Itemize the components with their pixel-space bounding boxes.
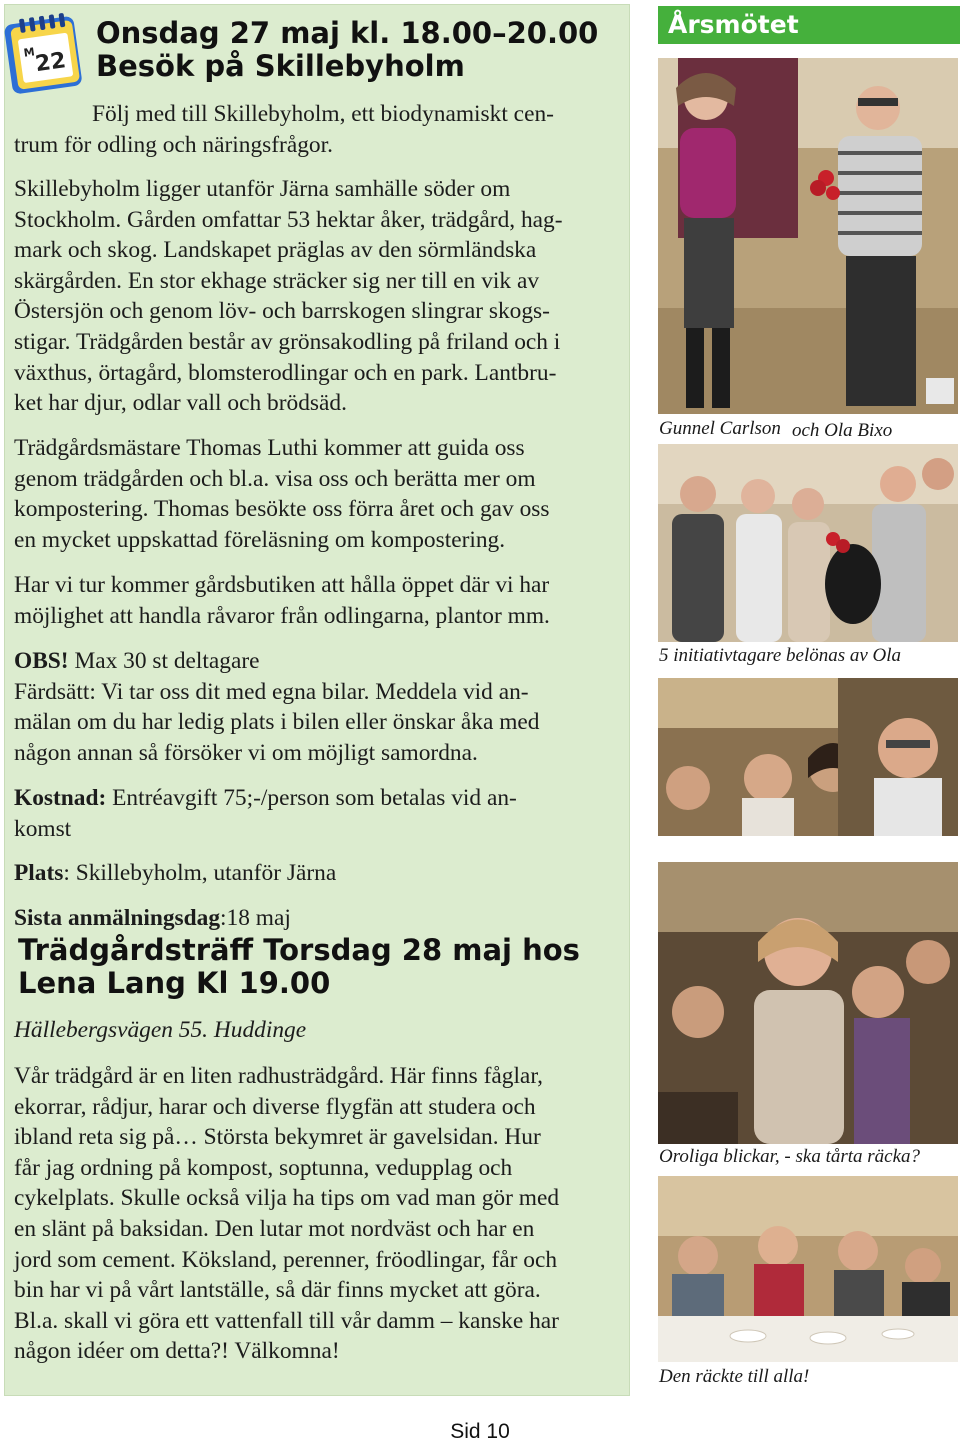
text-line: mark och skog. Landskapet präglas av den sörmländska bbox=[14, 237, 537, 264]
event1-title-line2: Besök på Skillebyholm bbox=[96, 49, 465, 83]
event1-paragraph-1 bbox=[14, 174, 614, 419]
event2-title-line2: Lena Lang Kl 19.00 bbox=[18, 966, 331, 1000]
text-line: Skillebyholm ligger utanför Järna samhälle söder om bbox=[14, 176, 511, 202]
obs-label: OBS! bbox=[14, 648, 69, 674]
page-number: Sid 10 bbox=[450, 1420, 510, 1443]
text-line: möjlighet att handla råvaror från odlingarna, plantor mm. bbox=[14, 602, 550, 629]
text-line: någon idéer om detta?! Välkomna! bbox=[14, 1338, 340, 1365]
text-line: växthus, örtagård, blomsterodlingar och en park. Lantbru- bbox=[14, 359, 557, 386]
intro-line: trum för odling och näringsfrågor. bbox=[14, 131, 333, 158]
text-line: Har vi tur kommer gårdsbutiken att hålla öppet där vi har bbox=[14, 572, 550, 598]
photo-speakers bbox=[658, 58, 958, 414]
photo-worried-glances bbox=[658, 862, 958, 1144]
text-line: Trädgårdsmästare Thomas Luthi kommer att guida oss bbox=[14, 435, 525, 461]
caption-speakers-1: Gunnel Carlson bbox=[659, 418, 781, 439]
photo-audience bbox=[658, 678, 958, 836]
deadline-text: :18 maj bbox=[220, 905, 291, 931]
text-line: stigar. Trädgården består av grönsakodling på friland och i bbox=[14, 328, 561, 355]
event1-paragraph-2 bbox=[14, 433, 614, 555]
text-line: Vår trädgård är en liten radhusträdgård. Här finns fåglar, bbox=[14, 1063, 544, 1089]
text-line: kompostering. Thomas besökte oss förra året och gav oss bbox=[14, 496, 550, 523]
text-line: cykelplats. Skulle också vilja ha tips om vad man gör med bbox=[14, 1185, 560, 1212]
caption-speakers-2: och Ola Bixo bbox=[792, 420, 893, 441]
intro-line: Följ med till Skillebyholm, ett biodynamiskt cen- bbox=[92, 101, 554, 127]
place-label: Plats bbox=[14, 860, 64, 886]
text-line: skärgården. En stor ekhage sträcker sig ner till en vik av bbox=[14, 267, 540, 294]
event1-deadline bbox=[14, 903, 614, 934]
event1-intro bbox=[14, 99, 614, 160]
text-line: ket har djur, odlar vall och brödsäd. bbox=[14, 390, 347, 417]
cost-text: Entréavgift 75;-/person som betalas vid an- bbox=[106, 785, 517, 811]
cost-line bbox=[14, 783, 614, 814]
event1-paragraph-3 bbox=[14, 570, 614, 631]
event2-paragraph bbox=[14, 1061, 614, 1367]
event1-obs bbox=[14, 646, 614, 768]
text-line: Stockholm. Gården omfattar 53 hektar åker, trädgård, hag- bbox=[14, 206, 563, 233]
text-line: mälan om du har ledig plats i bilen eller önskar åka med bbox=[14, 709, 540, 736]
text-line: ibland reta sig på… Största bekymret är gavelsidan. Hur bbox=[14, 1124, 541, 1151]
text-line: en slänt på baksidan. Den lutar mot nordväst och har en bbox=[14, 1215, 535, 1242]
text-line: Bl.a. skall vi göra ett vattenfall till vår damm – kanske har bbox=[14, 1307, 559, 1334]
text-line: ekorrar, rådjur, harar och diverse flygfän att studera och bbox=[14, 1093, 536, 1120]
calendar-icon bbox=[2, 8, 86, 96]
cost-label: Kostnad: bbox=[14, 785, 107, 811]
place-text: : Skillebyholm, utanför Järna bbox=[63, 860, 337, 886]
text-line: bin har vi på vårt lantställe, så där finns mycket att göra. bbox=[14, 1277, 541, 1304]
event1-title-line1: Onsdag 27 maj kl. 18.00–20.00 bbox=[96, 16, 599, 50]
text-line: en mycket uppskattad föreläsning om kompostering. bbox=[14, 526, 506, 553]
event1-cost bbox=[14, 783, 614, 844]
text-line: genom trädgården och bl.a. visa oss och berätta mer om bbox=[14, 465, 536, 492]
calendar-month: M bbox=[22, 45, 36, 60]
obs-text: Max 30 st deltagare bbox=[68, 648, 260, 674]
event1-place bbox=[14, 858, 614, 889]
caption-cake-enough: Den räckte till alla! bbox=[659, 1366, 810, 1387]
calendar-day: 22 bbox=[33, 48, 68, 78]
text-line: jord som cement. Köksland, perenner, fröodlingar, får och bbox=[14, 1246, 558, 1273]
event2-address: Hällebergsvägen 55. Huddinge bbox=[14, 1017, 307, 1043]
event2-title-line1: Trädgårdsträff Torsdag 28 maj hos bbox=[18, 933, 580, 967]
deadline-label: Sista anmälningsdag bbox=[14, 905, 221, 931]
text-line: någon annan så försöker vi om möjligt samordna. bbox=[14, 739, 478, 766]
obs-line bbox=[14, 646, 614, 677]
text-line: får jag ordning på kompost, soptunna, vedupplag och bbox=[14, 1154, 513, 1181]
photo-initiators bbox=[658, 444, 958, 642]
photo-cake-table bbox=[658, 1176, 958, 1362]
caption-initiators: 5 initiativtagare belönas av Ola bbox=[659, 645, 902, 666]
text-line: Östersjön och genom löv- och barrskogen slingrar skogs- bbox=[14, 298, 550, 325]
text-line: Färdsätt: Vi tar oss dit med egna bilar. Meddela vid an- bbox=[14, 678, 529, 705]
sidebar-header: Årsmötet bbox=[658, 6, 960, 44]
caption-worried-glances: Oroliga blickar, - ska tårta räcka? bbox=[659, 1146, 921, 1167]
text-line: komst bbox=[14, 815, 72, 842]
